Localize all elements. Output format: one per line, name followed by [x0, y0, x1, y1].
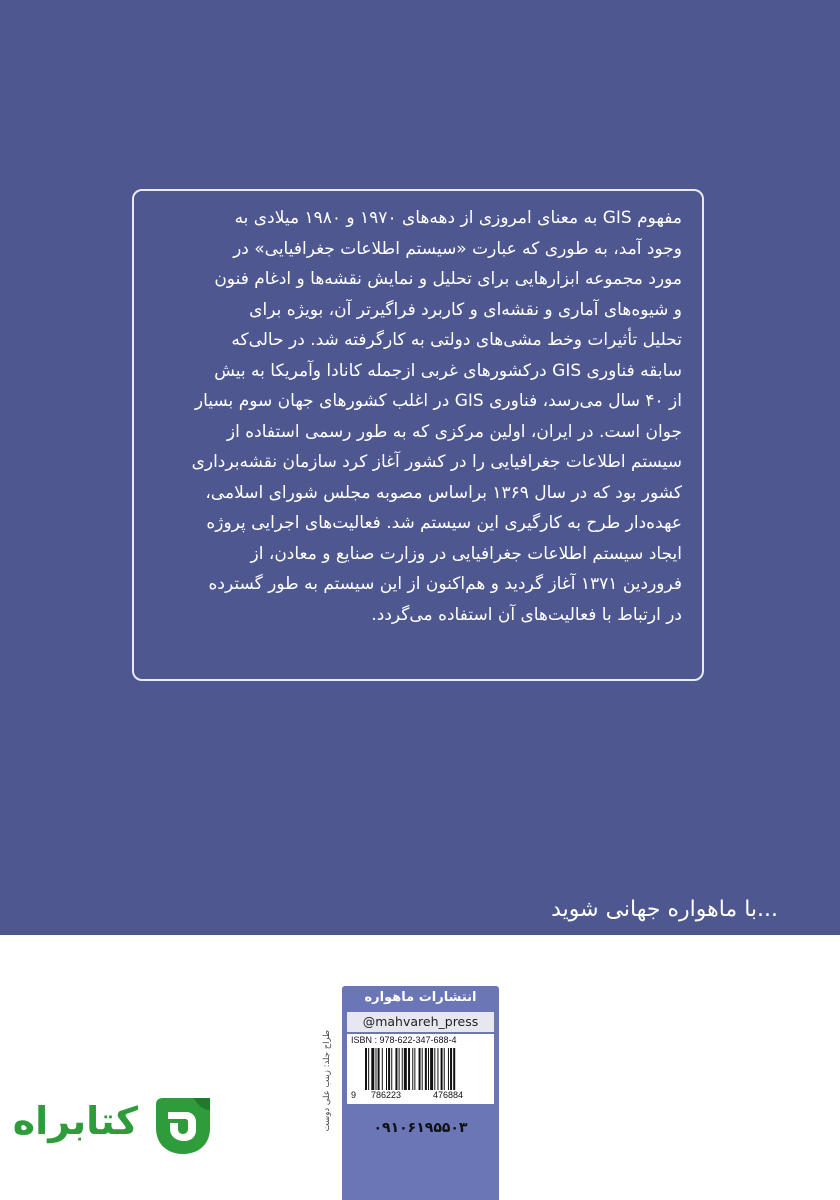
blurb-line: جوان است. در ایران، اولین مرکزی که به طور رسمی استفاده از — [226, 421, 682, 442]
blurb-text — [154, 203, 682, 630]
blurb-line: از ۴۰ سال می‌رسد، فناوری GIS در اغلب کشورهای جهان سوم بسیار — [194, 391, 682, 411]
book-leaf-icon — [148, 1090, 216, 1158]
blurb-line: و شیوه‌های آماری و نقشه‌ای و کاربرد فراگیرتر آن، بویژه برای — [249, 299, 682, 320]
blurb-line: مورد مجموعه ابزارهایی برای تحلیل و نمایش نقشه‌ها و ادغام فنون — [214, 269, 682, 289]
publisher-name: انتشارات ماهواره — [364, 990, 477, 1005]
social-handle: @mahvareh_press — [347, 1012, 494, 1032]
blurb-line: کشور بود که در سال ۱۳۶۹ براساس مصوبه مجلس شورای اسلامی، — [205, 482, 682, 503]
barcode-digit-group: 476884 — [433, 1090, 464, 1100]
blurb-line: فروردین ۱۳۷۱ آغاز گردید و هم‌اکنون از این سیستم به طور گسترده — [208, 574, 682, 594]
barcode-digit-group: 786223 — [371, 1090, 402, 1100]
blurb-line: سیستم اطلاعات جغرافیایی را در کشور آغاز کرد سازمان نقشه‌برداری — [191, 452, 682, 472]
designer-credit: طراح جلد: زینب علی دوست — [322, 1030, 332, 1132]
barcode-digit-group: 9 — [351, 1090, 357, 1100]
blurb-line: در ارتباط با فعالیت‌های آن استفاده می‌گردد. — [371, 604, 682, 625]
blurb-line: عهده‌دار طرح به کارگیری این سیستم شد. فعالیت‌های اجرایی پروژه — [206, 513, 682, 533]
blurb-line: ایجاد سیستم اطلاعات جغرافیایی در وزارت صنایع و معادن، از — [250, 543, 682, 564]
isbn-text: ISBN : 978-622-347-688-4 — [351, 1035, 457, 1045]
blurb-line: سابقه فناوری GIS درکشورهای غربی ازجمله کانادا وآمریکا به بیش — [214, 360, 682, 381]
logo-text: کتابراه — [12, 1099, 138, 1143]
phone-number: ۰۹۱۰۶۱۹۵۵۰۳ — [373, 1120, 468, 1136]
blurb-line: مفهوم GIS به معنای امروزی از دهه‌های ۱۹۷۰ و ۱۹۸۰ میلادی به — [234, 208, 682, 228]
blurb-line: تحلیل تأثیرات وخط مشی‌های دولتی به کارگرفته شد. در حالی‌که — [231, 330, 682, 350]
barcode-icon — [365, 1048, 493, 1090]
publisher-label — [342, 986, 499, 1200]
blurb-box — [132, 189, 704, 681]
isbn-barcode-box — [347, 1034, 494, 1104]
ketabrah-logo — [12, 1090, 220, 1160]
blurb-line: وجود آمد، به طوری که عبارت «سیستم اطلاعات جغرافیایی» در — [233, 238, 682, 259]
tagline: ...با ماهواره جهانی شوید — [551, 897, 778, 922]
